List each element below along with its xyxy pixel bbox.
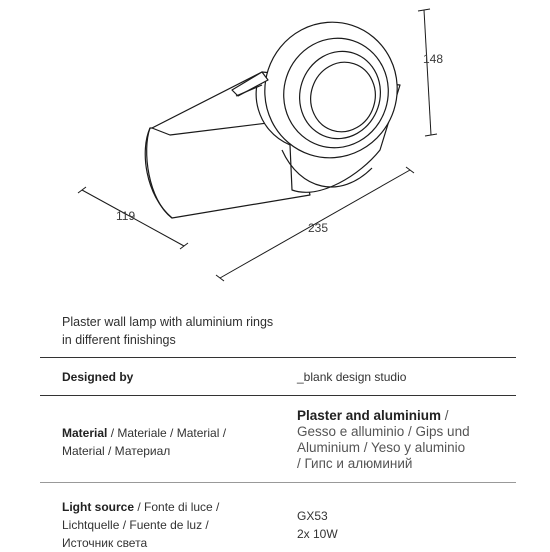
dim-height-line (424, 10, 431, 135)
light-source-label: Light source / Fonte di luce / Lichtquelle / Fuente de luz / Источник света (62, 500, 220, 550)
description-line-2: in different finishings (62, 333, 176, 347)
product-description (62, 313, 273, 349)
table-rule-1 (40, 395, 516, 396)
description-line-1: Plaster wall lamp with aluminium rings (62, 315, 274, 329)
material-value: Plaster and aluminium / Gesso e alluminio / Gips und Aluminium / Yeso y aluminio / Гипс и алюминий (297, 408, 470, 471)
light-source-socket: GX53 (297, 509, 328, 523)
dim-depth-label: 119 (116, 209, 136, 223)
material-label: Material / Materiale / Material / Material / Материал (62, 426, 227, 458)
table-rule-2 (40, 482, 516, 483)
designed-by-value: _blank design studio (297, 370, 407, 384)
table-top-rule (40, 357, 516, 358)
light-source-value (297, 507, 338, 543)
dim-width-label: 235 (308, 221, 329, 235)
designed-by-label: Designed by (62, 370, 134, 384)
light-source-power: 2x 10W (297, 527, 338, 541)
dim-height-label: 148 (423, 52, 444, 66)
